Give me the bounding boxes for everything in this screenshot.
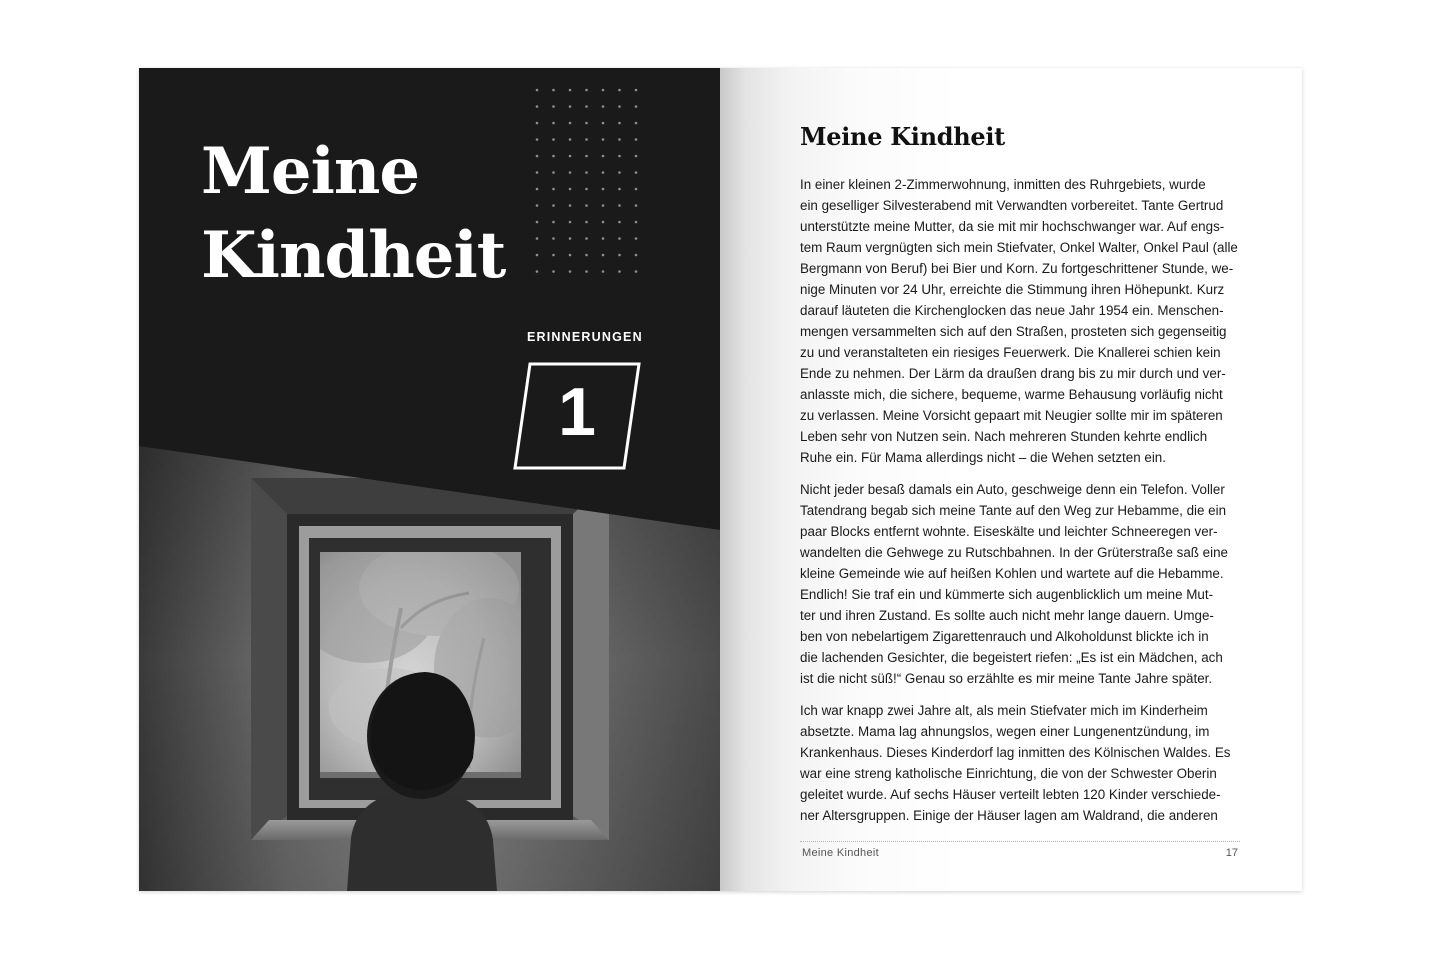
decorative-dot bbox=[585, 204, 588, 207]
decorative-dot bbox=[585, 89, 588, 92]
decorative-dot bbox=[602, 138, 605, 141]
decorative-dot bbox=[635, 254, 638, 257]
decorative-dot bbox=[552, 270, 555, 273]
decorative-dot bbox=[635, 204, 638, 207]
decorative-dot bbox=[602, 171, 605, 174]
decorative-dot bbox=[618, 254, 621, 257]
decorative-dot bbox=[552, 204, 555, 207]
text-line: Leben sehr von Nutzen sein. Nach mehreren Stunden kehrte endlich bbox=[800, 429, 1208, 444]
running-footer-title: Meine Kindheit bbox=[802, 847, 879, 859]
decorative-dot bbox=[635, 105, 638, 108]
decorative-dot bbox=[602, 204, 605, 207]
decorative-dot bbox=[585, 171, 588, 174]
decorative-dot bbox=[602, 188, 605, 191]
text-line: Ende zu nehmen. Der Lärm da draußen drang bis zu mir durch und ver- bbox=[800, 366, 1226, 381]
book-spread bbox=[139, 68, 1302, 891]
footer-divider bbox=[800, 841, 1240, 842]
decorative-dot bbox=[536, 105, 539, 108]
decorative-dot bbox=[635, 237, 638, 240]
chapter-opener-page bbox=[139, 68, 720, 891]
text-line: ben von nebelartigem Zigarettenrauch und Alkoholdunst blickte ich in bbox=[800, 629, 1209, 644]
decorative-dot bbox=[536, 89, 539, 92]
decorative-dot bbox=[585, 188, 588, 191]
decorative-dot bbox=[552, 122, 555, 125]
decorative-dot bbox=[618, 89, 621, 92]
decorative-dot bbox=[585, 155, 588, 158]
decorative-dot bbox=[569, 138, 572, 141]
text-line: kleine Gemeinde wie auf heißen Kohlen und wartete auf die Hebamme. bbox=[800, 566, 1224, 581]
decorative-dot bbox=[569, 122, 572, 125]
chapter-title bbox=[201, 130, 505, 298]
decorative-dot bbox=[618, 138, 621, 141]
paragraph-3 bbox=[800, 700, 1248, 826]
chapter-title-line-1: Meine bbox=[201, 134, 420, 209]
text-line: Nicht jeder besaß damals ein Auto, geschweige denn ein Telefon. Voller bbox=[800, 482, 1225, 497]
decorative-dot bbox=[585, 254, 588, 257]
decorative-dot bbox=[602, 270, 605, 273]
decorative-dot bbox=[602, 89, 605, 92]
page-number: 17 bbox=[1225, 847, 1238, 859]
decorative-dot bbox=[552, 105, 555, 108]
decorative-dot bbox=[618, 237, 621, 240]
decorative-dot bbox=[618, 122, 621, 125]
decorative-dot bbox=[569, 188, 572, 191]
decorative-dot bbox=[552, 221, 555, 224]
decorative-dot bbox=[618, 105, 621, 108]
decorative-dot bbox=[536, 221, 539, 224]
decorative-dot bbox=[569, 270, 572, 273]
decorative-dot bbox=[602, 237, 605, 240]
text-line: In einer kleinen 2-Zimmerwohnung, inmitten des Ruhrgebiets, wurde bbox=[800, 177, 1206, 192]
text-line: Endlich! Sie traf ein und kümmerte sich augenblicklich um meine Mut- bbox=[800, 587, 1214, 602]
decorative-dot bbox=[618, 155, 621, 158]
decorative-dot bbox=[536, 155, 539, 158]
decorative-dot bbox=[552, 254, 555, 257]
body-text bbox=[800, 174, 1248, 837]
decorative-dot bbox=[569, 105, 572, 108]
decorative-dot bbox=[569, 237, 572, 240]
decorative-dot bbox=[635, 89, 638, 92]
text-line: geleitet wurde. Auf sechs Häuser verteilt lebten 120 Kinder verschiede- bbox=[800, 787, 1221, 802]
decorative-dot bbox=[536, 204, 539, 207]
decorative-dot bbox=[569, 254, 572, 257]
text-line: unterstützte meine Mutter, da sie mit mir hochschwanger war. Auf engs- bbox=[800, 219, 1225, 234]
decorative-dot bbox=[585, 105, 588, 108]
text-line: anlasste mich, die sichere, bequeme, warme Behausung vorläufig nicht bbox=[800, 387, 1223, 402]
decorative-dot bbox=[635, 188, 638, 191]
decorative-dot bbox=[602, 155, 605, 158]
text-line: absetzte. Mama lag ahnungslos, wegen einer Lungenentzündung, im bbox=[800, 724, 1210, 739]
decorative-dot bbox=[618, 171, 621, 174]
decorative-dot bbox=[635, 171, 638, 174]
decorative-dot bbox=[635, 122, 638, 125]
decorative-dot bbox=[536, 237, 539, 240]
text-line: Ich war knapp zwei Jahre alt, als mein Stiefvater mich im Kinderheim bbox=[800, 703, 1208, 718]
decorative-dot bbox=[585, 138, 588, 141]
decorative-dot bbox=[602, 221, 605, 224]
text-line: tem Raum vergnügten sich mein Stiefvater, Onkel Walter, Onkel Paul (alle bbox=[800, 240, 1238, 255]
decorative-dot bbox=[602, 105, 605, 108]
text-line: war eine streng katholische Einrichtung, die von der Schwester Oberin bbox=[800, 766, 1217, 781]
decorative-dot bbox=[618, 221, 621, 224]
text-page bbox=[720, 68, 1302, 891]
decorative-dot bbox=[569, 204, 572, 207]
decorative-dot bbox=[635, 155, 638, 158]
decorative-dot bbox=[536, 138, 539, 141]
decorative-dot bbox=[552, 188, 555, 191]
chapter-title-line-2: Kindheit bbox=[201, 218, 506, 293]
decorative-dot bbox=[569, 155, 572, 158]
decorative-dot bbox=[585, 237, 588, 240]
text-line: wandelten die Gehwege zu Rutschbahnen. In der Grüterstraße saß eine bbox=[800, 545, 1229, 560]
decorative-dot bbox=[552, 171, 555, 174]
decorative-dot bbox=[552, 237, 555, 240]
text-line: Tatendrang begab sich meine Tante auf den Weg zur Hebamme, die ein bbox=[800, 503, 1227, 518]
paragraph-2 bbox=[800, 479, 1248, 689]
paragraph-1 bbox=[800, 174, 1248, 468]
decorative-dot bbox=[569, 221, 572, 224]
text-line: Krankenhaus. Dieses Kinderdorf lag inmitten des Kölnischen Waldes. Es bbox=[800, 745, 1231, 760]
text-line: ter und ihren Zustand. Es sollte auch nicht mehr lange dauern. Umge- bbox=[800, 608, 1214, 623]
decorative-dot bbox=[635, 138, 638, 141]
decorative-dot bbox=[536, 270, 539, 273]
text-line: ein geselliger Silvesterabend mit Verwandten vorbereitet. Tante Gertrud bbox=[800, 198, 1224, 213]
text-line: mengen versammelten sich auf den Straßen, prosteten sich gegenseitig bbox=[800, 324, 1227, 339]
text-line: zu und veranstalteten ein riesiges Feuerwerk. Die Knallerei schien kein bbox=[800, 345, 1221, 360]
decorative-dot bbox=[618, 188, 621, 191]
decorative-dot bbox=[635, 270, 638, 273]
decorative-dot bbox=[536, 122, 539, 125]
decorative-dot bbox=[552, 155, 555, 158]
chapter-kicker: ERINNERUNGEN bbox=[527, 330, 643, 344]
chapter-number: 1 bbox=[558, 374, 596, 450]
text-line: nige Minuten vor 24 Uhr, erreichte die Stimmung ihren Höhepunkt. Kurz bbox=[800, 282, 1225, 297]
text-line: die lachenden Gesichter, die begeistert riefen: „Es ist ein Mädchen, ach bbox=[800, 650, 1223, 665]
decorative-dot bbox=[635, 221, 638, 224]
decorative-dot bbox=[585, 221, 588, 224]
decorative-dot bbox=[552, 89, 555, 92]
text-line: darauf läuteten die Kirchenglocken das neue Jahr 1954 ein. Menschen- bbox=[800, 303, 1224, 318]
decorative-dot bbox=[569, 171, 572, 174]
decorative-dot bbox=[585, 270, 588, 273]
decorative-dot bbox=[536, 171, 539, 174]
text-line: zu verlassen. Meine Vorsicht gepaart mit Neugier sollte mir im späteren bbox=[800, 408, 1223, 423]
text-line: Bergmann von Beruf) bei Bier und Korn. Zu fortgeschrittener Stunde, we- bbox=[800, 261, 1234, 276]
text-line: ner Altersgruppen. Einige der Häuser lagen am Waldrand, die anderen bbox=[800, 808, 1218, 823]
decorative-dot bbox=[569, 89, 572, 92]
decorative-dot bbox=[618, 204, 621, 207]
decorative-dot bbox=[552, 138, 555, 141]
text-line: Ruhe ein. Für Mama allerdings nicht – die Wehen setzten ein. bbox=[800, 450, 1166, 465]
page-heading: Meine Kindheit bbox=[800, 122, 1005, 151]
decorative-dot bbox=[602, 254, 605, 257]
decorative-dot bbox=[536, 254, 539, 257]
text-line: ist die nicht süß!“ Genau so erzählte es mir meine Tante Jahre später. bbox=[800, 671, 1213, 686]
decorative-dot bbox=[618, 270, 621, 273]
text-line: paar Blocks entfernt wohnte. Eiseskälte und leichter Schneeregen ver- bbox=[800, 524, 1218, 539]
decorative-dot bbox=[536, 188, 539, 191]
decorative-dot bbox=[585, 122, 588, 125]
decorative-dot bbox=[602, 122, 605, 125]
